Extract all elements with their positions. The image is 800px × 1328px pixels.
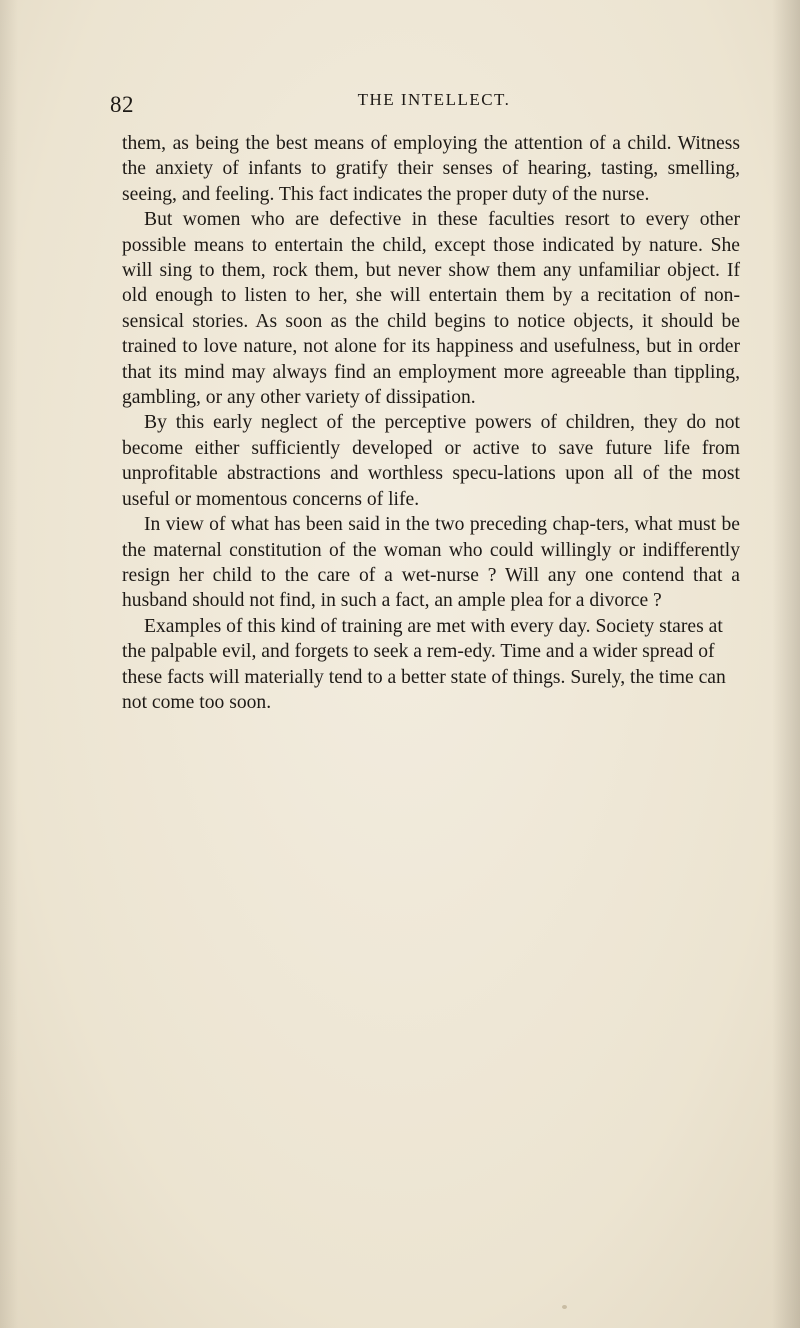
body-text: [122, 131, 740, 715]
page-gutter-shadow: [0, 0, 18, 1328]
page-edge-shadow: [772, 0, 800, 1328]
paragraph: Examples of this kind of training are met with every day. Society stares at the palpable evil, and forgets to seek a rem-edy. Time and a wider spread of these facts will materially tend to a better state of things. Surely, the time can not come too soon.: [122, 615, 726, 713]
paragraph-continued: them, as being the best means of employing the attention of a child. Witness the anxiety of infants to gratify their senses of hearing, tasting, smelling, seeing, and feeling. This fact indicates the proper duty of the nurse.: [122, 133, 740, 205]
page-header: [110, 90, 740, 120]
paragraph: But women who are defective in these faculties resort to every other possible means to entertain the child, except those indicated by nature. She will sing to them, rock them, but never show them any unfamiliar object. If old enough to listen to her, she will entertain them by a recitation of non-sensical stories. As soon as the child begins to notice objects, it should be trained to love nature, not alone for its happiness and usefulness, but in order that its mind may always find an employment more agreeable than tippling, gambling, or any other variety of dissipation.: [122, 209, 740, 409]
paper-spot: [562, 1305, 567, 1309]
paragraph: By this early neglect of the perceptive powers of children, they do not become either sufficiently developed or active to save future life from unprofitable abstractions and worthless specu-lations upon all of the most useful or momentous concerns of life.: [122, 412, 740, 510]
paragraph: In view of what has been said in the two preceding chap-ters, what must be the maternal constitution of the woman who could willingly or indifferently resign her child to the care of a wet-nurse ? Will any one contend that a husband should not find, in such a fact, an ample plea for a divorce ?: [122, 514, 740, 612]
running-head: THE INTELLECT.: [357, 90, 511, 109]
page-number: 82: [110, 92, 134, 117]
